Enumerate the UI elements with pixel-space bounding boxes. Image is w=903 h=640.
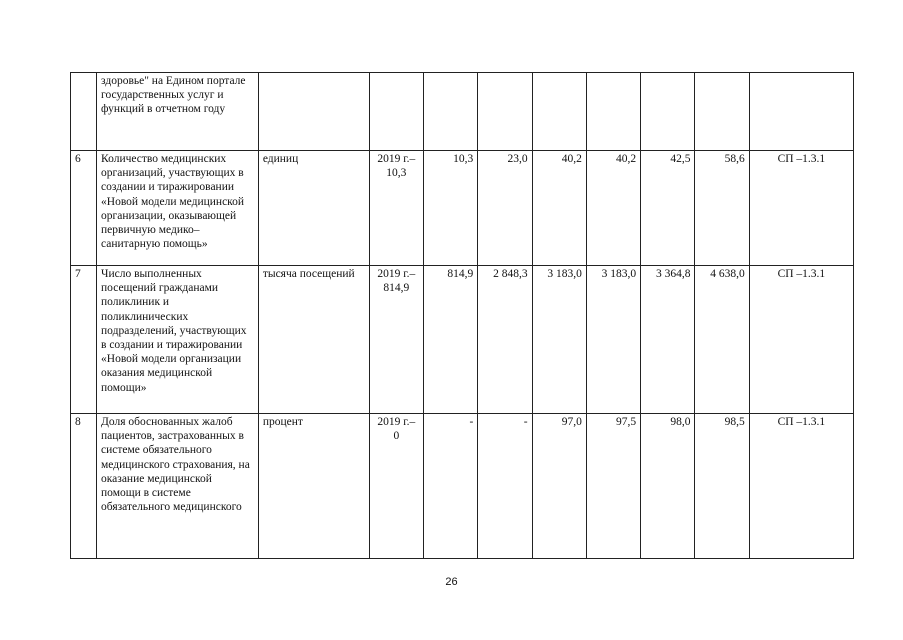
unit-cell: единиц (258, 151, 369, 266)
indicator-name: Число выполненных посещений гражданами поликлиник и поликлинических подразделений, участвующих в создании и тиражировании «Новой модели организации оказания медицинской помощи» (97, 266, 259, 414)
value-cell: 42,5 (641, 151, 695, 266)
value-cell: 4 638,0 (695, 266, 749, 414)
base-value-cell (369, 73, 423, 151)
source-cell: СП –1.3.1 (749, 414, 853, 559)
value-cell: - (423, 414, 477, 559)
base-value-cell: 2019 г.– 0 (369, 414, 423, 559)
row-number (71, 73, 97, 151)
value-cell: 40,2 (532, 151, 586, 266)
base-value-cell: 2019 г.– 10,3 (369, 151, 423, 266)
source-cell: СП –1.3.1 (749, 151, 853, 266)
indicator-name: Количество медицинских организаций, участвующих в создании и тиражировании «Новой модели медицинской организации, оказывающей первичную медико–санитарную помощь» (97, 151, 259, 266)
page-number: 26 (445, 576, 458, 588)
row-number: 6 (71, 151, 97, 266)
row-number: 7 (71, 266, 97, 414)
value-cell (641, 73, 695, 151)
value-cell (695, 73, 749, 151)
value-cell: 98,5 (695, 414, 749, 559)
row-number: 8 (71, 414, 97, 559)
value-cell: - (478, 414, 532, 559)
value-cell (586, 73, 640, 151)
value-cell: 2 848,3 (478, 266, 532, 414)
value-cell: 23,0 (478, 151, 532, 266)
value-cell (423, 73, 477, 151)
value-cell: 58,6 (695, 151, 749, 266)
indicator-name: Доля обоснованных жалоб пациентов, застрахованных в системе обязательного медицинского страхования, на оказание медицинской помощи в системе обязательного медицинского (97, 414, 259, 559)
table-row (71, 414, 854, 559)
unit-cell: тысяча посещений (258, 266, 369, 414)
value-cell: 97,0 (532, 414, 586, 559)
indicator-name: здоровье" на Едином портале государственных услуг и функций в отчетном году (97, 73, 259, 151)
table-row (71, 266, 854, 414)
indicators-table (70, 72, 854, 559)
value-cell: 814,9 (423, 266, 477, 414)
value-cell: 3 183,0 (586, 266, 640, 414)
base-value-cell: 2019 г.– 814,9 (369, 266, 423, 414)
source-cell (749, 73, 853, 151)
table-row (71, 73, 854, 151)
value-cell (532, 73, 586, 151)
unit-cell (258, 73, 369, 151)
value-cell: 98,0 (641, 414, 695, 559)
value-cell: 40,2 (586, 151, 640, 266)
value-cell: 3 183,0 (532, 266, 586, 414)
value-cell: 10,3 (423, 151, 477, 266)
source-cell: СП –1.3.1 (749, 266, 853, 414)
value-cell (478, 73, 532, 151)
table-row (71, 151, 854, 266)
unit-cell: процент (258, 414, 369, 559)
value-cell: 97,5 (586, 414, 640, 559)
value-cell: 3 364,8 (641, 266, 695, 414)
